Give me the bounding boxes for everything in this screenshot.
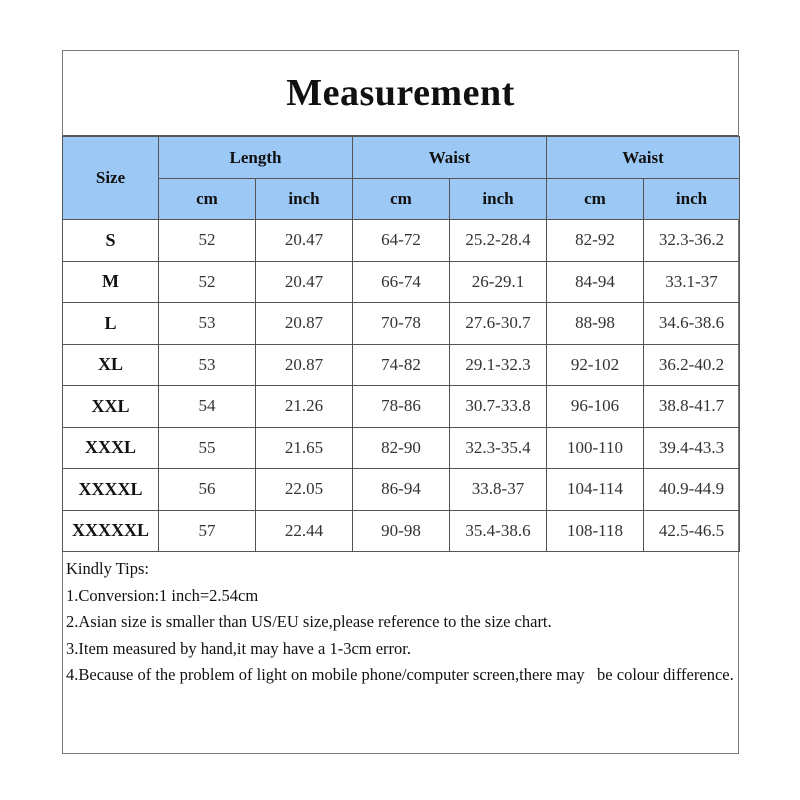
table-row (63, 220, 740, 262)
size-cell: XXXXXL (63, 510, 159, 552)
value-cell: 55 (159, 427, 256, 469)
size-cell: S (63, 220, 159, 262)
value-cell: 42.5-46.5 (644, 510, 740, 552)
value-cell: 32.3-35.4 (450, 427, 547, 469)
value-cell: 53 (159, 344, 256, 386)
value-cell: 54 (159, 386, 256, 428)
table-row (63, 427, 740, 469)
kindly-tips (63, 552, 738, 689)
table-row (63, 510, 740, 552)
value-cell: 104-114 (547, 469, 644, 511)
page-title: Measurement (63, 51, 738, 136)
value-cell: 82-90 (353, 427, 450, 469)
unit-header: cm (547, 179, 644, 220)
value-cell: 64-72 (353, 220, 450, 262)
value-cell: 22.44 (256, 510, 353, 552)
value-cell: 53 (159, 303, 256, 345)
value-cell: 40.9-44.9 (644, 469, 740, 511)
value-cell: 20.87 (256, 344, 353, 386)
value-cell: 21.26 (256, 386, 353, 428)
unit-header: cm (353, 179, 450, 220)
table-row (63, 386, 740, 428)
value-cell: 25.2-28.4 (450, 220, 547, 262)
value-cell: 84-94 (547, 261, 644, 303)
table-row (63, 469, 740, 511)
value-cell: 21.65 (256, 427, 353, 469)
value-cell: 82-92 (547, 220, 644, 262)
value-cell: 56 (159, 469, 256, 511)
value-cell: 35.4-38.6 (450, 510, 547, 552)
value-cell: 20.47 (256, 220, 353, 262)
value-cell: 29.1-32.3 (450, 344, 547, 386)
value-cell: 86-94 (353, 469, 450, 511)
tips-heading: Kindly Tips: (66, 559, 149, 578)
value-cell: 108-118 (547, 510, 644, 552)
tip-line: 1.Conversion:1 inch=2.54cm (66, 585, 259, 605)
value-cell: 66-74 (353, 261, 450, 303)
value-cell: 74-82 (353, 344, 450, 386)
value-cell: 88-98 (547, 303, 644, 345)
size-cell: L (63, 303, 159, 345)
size-cell: XXXXL (63, 469, 159, 511)
value-cell: 90-98 (353, 510, 450, 552)
value-cell: 32.3-36.2 (644, 220, 740, 262)
size-chart-sheet (62, 50, 739, 754)
value-cell: 27.6-30.7 (450, 303, 547, 345)
size-cell: XXL (63, 386, 159, 428)
value-cell: 26-29.1 (450, 261, 547, 303)
value-cell: 70-78 (353, 303, 450, 345)
value-cell: 33.1-37 (644, 261, 740, 303)
table-row (63, 303, 740, 345)
size-cell: M (63, 261, 159, 303)
value-cell: 22.05 (256, 469, 353, 511)
waist-group-header-2: Waist (547, 137, 740, 179)
size-table (62, 136, 740, 552)
value-cell: 30.7-33.8 (450, 386, 547, 428)
tip-line: 4.Because of the problem of light on mobile phone/computer screen,there may be colour difference. (66, 665, 734, 684)
value-cell: 33.8-37 (450, 469, 547, 511)
length-group-header: Length (159, 137, 353, 179)
value-cell: 38.8-41.7 (644, 386, 740, 428)
table-row (63, 261, 740, 303)
size-cell: XXXL (63, 427, 159, 469)
value-cell: 36.2-40.2 (644, 344, 740, 386)
value-cell: 20.47 (256, 261, 353, 303)
value-cell: 20.87 (256, 303, 353, 345)
waist-group-header: Waist (353, 137, 547, 179)
value-cell: 57 (159, 510, 256, 552)
size-column-header: Size (63, 137, 159, 220)
value-cell: 39.4-43.3 (644, 427, 740, 469)
table-row (63, 344, 740, 386)
value-cell: 100-110 (547, 427, 644, 469)
value-cell: 34.6-38.6 (644, 303, 740, 345)
value-cell: 78-86 (353, 386, 450, 428)
value-cell: 52 (159, 261, 256, 303)
unit-header: inch (644, 179, 740, 220)
unit-header: inch (450, 179, 547, 220)
table-body (63, 220, 740, 552)
unit-header: cm (159, 179, 256, 220)
value-cell: 96-106 (547, 386, 644, 428)
size-cell: XL (63, 344, 159, 386)
tip-line: 2.Asian size is smaller than US/EU size,please reference to the size chart. (66, 612, 552, 631)
value-cell: 52 (159, 220, 256, 262)
value-cell: 92-102 (547, 344, 644, 386)
tip-line: 3.Item measured by hand,it may have a 1-3cm error. (66, 638, 412, 658)
unit-header: inch (256, 179, 353, 220)
